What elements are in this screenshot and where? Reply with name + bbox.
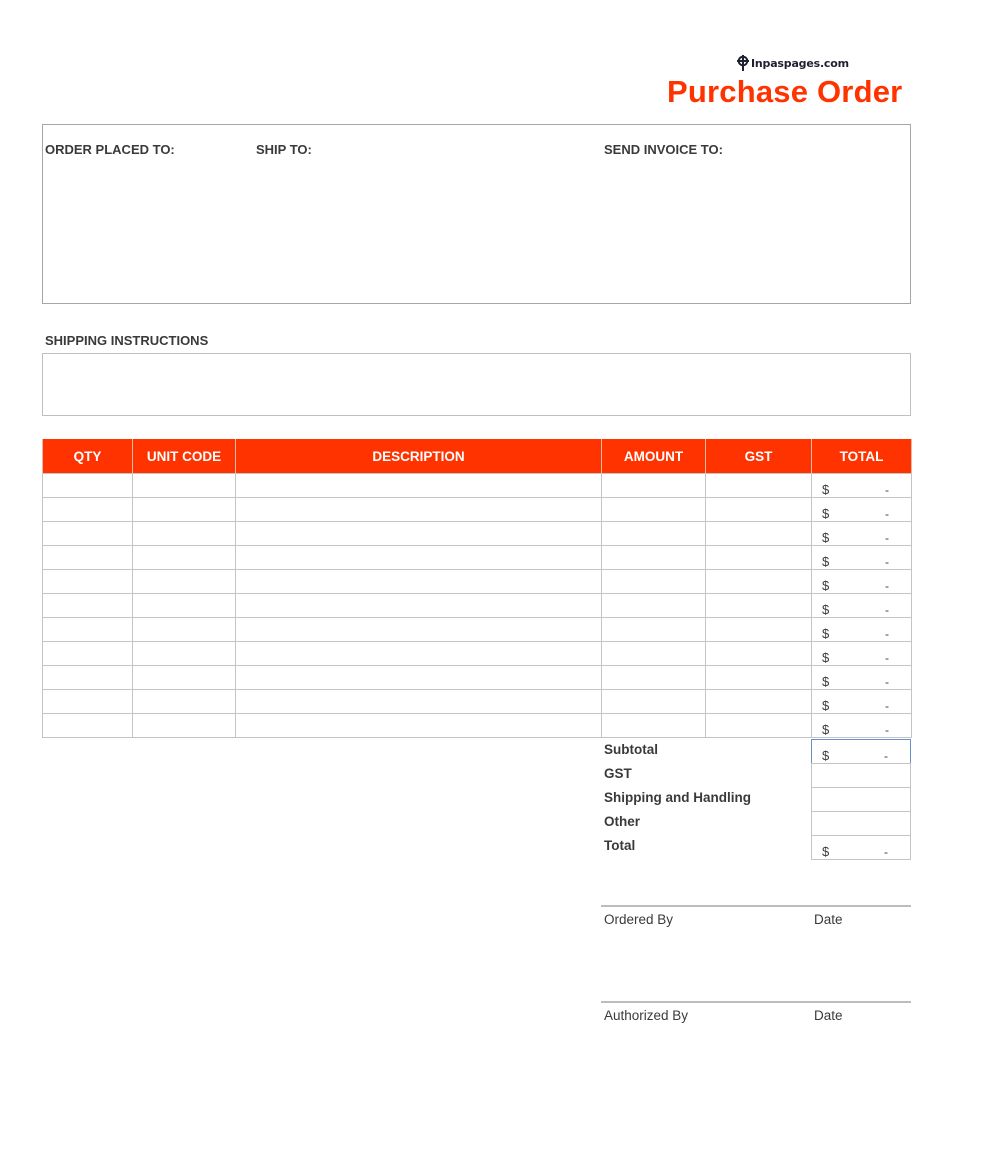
brand-logo bbox=[736, 55, 849, 71]
cell-amount[interactable] bbox=[602, 618, 706, 642]
cell-total[interactable] bbox=[812, 474, 912, 498]
cell-total[interactable] bbox=[812, 498, 912, 522]
cell-qty[interactable] bbox=[43, 498, 133, 522]
total-amount: - bbox=[885, 579, 889, 593]
cell-unit-code[interactable] bbox=[133, 642, 236, 666]
cell-description[interactable] bbox=[236, 618, 602, 642]
currency-symbol: $ bbox=[822, 674, 830, 689]
currency-symbol: $ bbox=[822, 482, 830, 497]
cell-qty[interactable] bbox=[43, 618, 133, 642]
table-row bbox=[43, 666, 912, 690]
cell-description[interactable] bbox=[236, 522, 602, 546]
cell-amount[interactable] bbox=[602, 474, 706, 498]
cell-gst[interactable] bbox=[706, 546, 812, 570]
line-items-table bbox=[42, 439, 912, 738]
column-header-amount: AMOUNT bbox=[602, 439, 706, 474]
cell-qty[interactable] bbox=[43, 594, 133, 618]
total-currency: $ bbox=[822, 844, 830, 859]
total-amount: - bbox=[885, 627, 889, 641]
currency-symbol: $ bbox=[822, 602, 830, 617]
shipping-instructions-field[interactable] bbox=[42, 353, 911, 416]
subtotal-currency: $ bbox=[822, 748, 830, 763]
cell-description[interactable] bbox=[236, 498, 602, 522]
total-amount: - bbox=[885, 723, 889, 737]
total-amount: - bbox=[885, 483, 889, 497]
cell-total[interactable] bbox=[812, 642, 912, 666]
cell-gst[interactable] bbox=[706, 570, 812, 594]
cell-total[interactable] bbox=[812, 594, 912, 618]
cell-description[interactable] bbox=[236, 594, 602, 618]
column-header-unit-code: UNIT CODE bbox=[133, 439, 236, 474]
cell-gst[interactable] bbox=[706, 714, 812, 738]
cell-total[interactable] bbox=[812, 714, 912, 738]
ordered-by-signature-line bbox=[601, 905, 911, 907]
column-header-total: TOTAL bbox=[812, 439, 912, 474]
ordered-by-label: Ordered By bbox=[604, 912, 674, 927]
currency-symbol: $ bbox=[822, 626, 830, 641]
cell-description[interactable] bbox=[236, 546, 602, 570]
total-amount: - bbox=[885, 603, 889, 617]
cell-total[interactable] bbox=[812, 546, 912, 570]
currency-symbol: $ bbox=[822, 722, 830, 737]
column-header-qty: QTY bbox=[43, 439, 133, 474]
cell-description[interactable] bbox=[236, 570, 602, 594]
column-header-gst: GST bbox=[706, 439, 812, 474]
cell-gst[interactable] bbox=[706, 618, 812, 642]
order-placed-to-label: ORDER PLACED TO: bbox=[45, 142, 175, 157]
total-label: Total bbox=[604, 838, 636, 853]
cell-gst[interactable] bbox=[706, 642, 812, 666]
cell-total[interactable] bbox=[812, 522, 912, 546]
total-value: - bbox=[884, 845, 888, 859]
cell-unit-code[interactable] bbox=[133, 666, 236, 690]
total-amount: - bbox=[885, 507, 889, 521]
total-amount: - bbox=[885, 531, 889, 545]
page-title: Purchase Order bbox=[667, 74, 903, 109]
cell-amount[interactable] bbox=[602, 522, 706, 546]
cell-unit-code[interactable] bbox=[133, 474, 236, 498]
table-row bbox=[43, 522, 912, 546]
subtotal-value-cell[interactable] bbox=[811, 739, 911, 764]
cell-amount[interactable] bbox=[602, 642, 706, 666]
cell-description[interactable] bbox=[236, 666, 602, 690]
send-invoice-to-label: SEND INVOICE TO: bbox=[604, 142, 723, 157]
table-row bbox=[43, 570, 912, 594]
cell-gst[interactable] bbox=[706, 594, 812, 618]
cell-amount[interactable] bbox=[602, 690, 706, 714]
table-row bbox=[43, 642, 912, 666]
cell-qty[interactable] bbox=[43, 546, 133, 570]
cell-total[interactable] bbox=[812, 666, 912, 690]
total-amount: - bbox=[885, 555, 889, 569]
gst-value-cell[interactable] bbox=[811, 763, 911, 788]
currency-symbol: $ bbox=[822, 506, 830, 521]
other-label: Other bbox=[604, 814, 641, 829]
table-row bbox=[43, 690, 912, 714]
cell-amount[interactable] bbox=[602, 594, 706, 618]
cell-description[interactable] bbox=[236, 690, 602, 714]
cell-total[interactable] bbox=[812, 618, 912, 642]
cell-unit-code[interactable] bbox=[133, 570, 236, 594]
table-row bbox=[43, 546, 912, 570]
authorized-date-label: Date bbox=[814, 1008, 843, 1023]
cell-total[interactable] bbox=[812, 570, 912, 594]
cell-description[interactable] bbox=[236, 642, 602, 666]
table-row bbox=[43, 594, 912, 618]
cell-qty[interactable] bbox=[43, 642, 133, 666]
authorized-by-signature-line bbox=[601, 1001, 911, 1003]
cell-qty[interactable] bbox=[43, 690, 133, 714]
cell-qty[interactable] bbox=[43, 522, 133, 546]
shipping-handling-label: Shipping and Handling bbox=[604, 790, 751, 805]
cell-total[interactable] bbox=[812, 690, 912, 714]
table-row bbox=[43, 714, 912, 738]
shipping-instructions-label: SHIPPING INSTRUCTIONS bbox=[45, 333, 209, 348]
cell-description[interactable] bbox=[236, 474, 602, 498]
cell-qty[interactable] bbox=[43, 570, 133, 594]
cell-amount[interactable] bbox=[602, 570, 706, 594]
table-row bbox=[43, 618, 912, 642]
cell-unit-code[interactable] bbox=[133, 546, 236, 570]
ordered-date-label: Date bbox=[814, 912, 843, 927]
cell-qty[interactable] bbox=[43, 714, 133, 738]
cell-unit-code[interactable] bbox=[133, 498, 236, 522]
cell-gst[interactable] bbox=[706, 522, 812, 546]
column-header-description: DESCRIPTION bbox=[236, 439, 602, 474]
currency-symbol: $ bbox=[822, 578, 830, 593]
cell-qty[interactable] bbox=[43, 666, 133, 690]
table-row bbox=[43, 474, 912, 498]
total-amount: - bbox=[885, 651, 889, 665]
gst-label: GST bbox=[604, 766, 632, 781]
cell-gst[interactable] bbox=[706, 690, 812, 714]
currency-symbol: $ bbox=[822, 650, 830, 665]
shipping-handling-value-cell[interactable] bbox=[811, 787, 911, 812]
cell-unit-code[interactable] bbox=[133, 522, 236, 546]
subtotal-value: - bbox=[884, 749, 888, 763]
brand-name: Inpaspages.com bbox=[751, 56, 849, 70]
currency-symbol: $ bbox=[822, 554, 830, 569]
cell-gst[interactable] bbox=[706, 498, 812, 522]
table-row bbox=[43, 498, 912, 522]
cell-amount[interactable] bbox=[602, 546, 706, 570]
total-amount: - bbox=[885, 675, 889, 689]
subtotal-label: Subtotal bbox=[604, 742, 658, 757]
currency-symbol: $ bbox=[822, 530, 830, 545]
cell-amount[interactable] bbox=[602, 666, 706, 690]
total-amount: - bbox=[885, 699, 889, 713]
cell-unit-code[interactable] bbox=[133, 690, 236, 714]
cell-gst[interactable] bbox=[706, 666, 812, 690]
cell-unit-code[interactable] bbox=[133, 714, 236, 738]
cell-amount[interactable] bbox=[602, 714, 706, 738]
cell-description[interactable] bbox=[236, 714, 602, 738]
currency-symbol: $ bbox=[822, 698, 830, 713]
cell-amount[interactable] bbox=[602, 498, 706, 522]
cell-gst[interactable] bbox=[706, 474, 812, 498]
crosshair-pin-icon bbox=[736, 55, 750, 71]
cell-unit-code[interactable] bbox=[133, 594, 236, 618]
ship-to-label: SHIP TO: bbox=[256, 142, 312, 157]
cell-unit-code[interactable] bbox=[133, 618, 236, 642]
table-header-row bbox=[43, 439, 912, 474]
authorized-by-label: Authorized By bbox=[604, 1008, 689, 1023]
cell-qty[interactable] bbox=[43, 474, 133, 498]
total-value-cell[interactable] bbox=[811, 835, 911, 860]
other-value-cell[interactable] bbox=[811, 811, 911, 836]
